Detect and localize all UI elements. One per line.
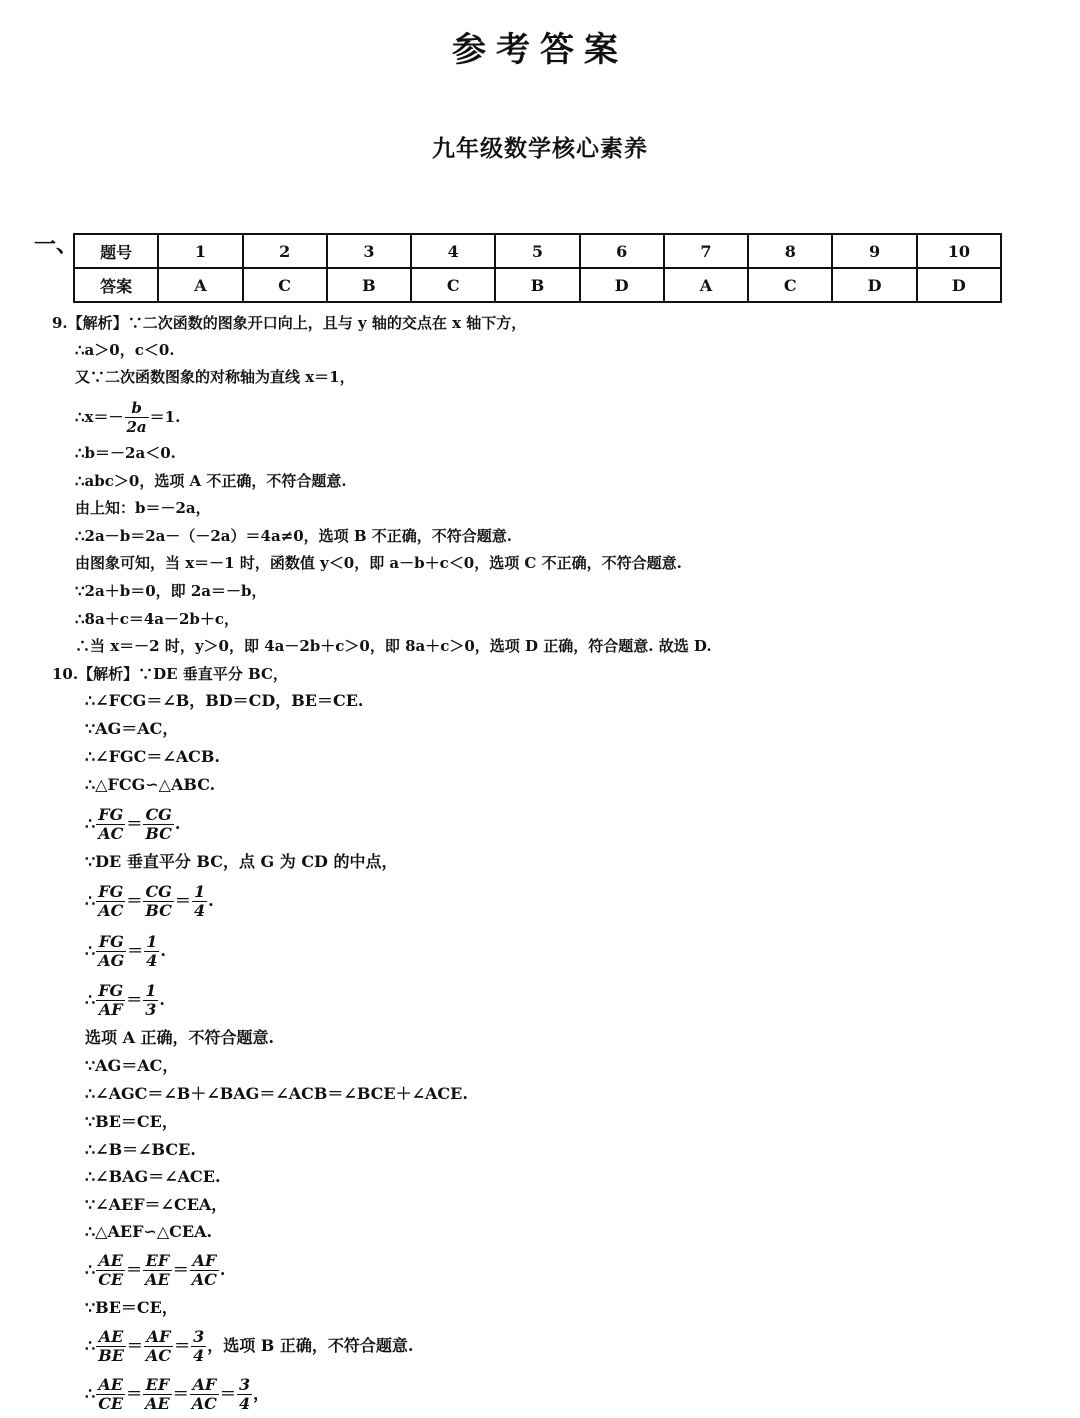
numerator: AF [144,1328,173,1347]
q10-tag: 【解析】 [78,665,139,683]
period: . [159,990,165,1009]
question-number: 6 [580,234,664,268]
answer-cell: D [580,268,664,302]
denominator: BE [98,1345,124,1365]
period: . [208,891,214,910]
denominator: CE [98,1269,124,1289]
numerator: 1 [193,881,206,901]
numerator: b [125,399,149,418]
q10-line-9 [85,931,166,971]
q10-line-4: ∴∠FGC＝∠ACB. [85,747,220,766]
q9-number: 9. [52,314,68,332]
therefore-symbol: ∴ [85,814,96,833]
period: . [219,1260,226,1279]
q10-line-3: ∵AG＝AC， [85,719,179,738]
fraction [190,1376,219,1413]
fraction [96,1252,125,1289]
equals-sign: ＝ [126,1336,143,1355]
question-number: 5 [495,234,579,268]
q10-line-21 [85,1326,413,1366]
therefore-symbol: ∴ [85,1260,96,1279]
question-number: 9 [832,234,916,268]
numerator: FG [96,933,126,952]
fraction [143,982,158,1019]
equals-sign: ＝ [126,814,143,833]
q10-line-13: ∴∠AGC＝∠B＋∠BAG＝∠ACB＝∠BCE＋∠ACE. [85,1084,468,1103]
denominator: AC [191,1269,217,1289]
comma: ， [253,1384,270,1403]
equals-sign: ＝ [126,1384,143,1403]
page-subtitle: 九年级数学核心素养 [432,135,648,162]
q9-line-3: 又∵二次函数图象的对称轴为直线 x＝1， [75,368,355,386]
q9-line-11: ∴8a＋c＝4a－2b＋c， [75,610,240,628]
row-label-number: 题号 [74,234,158,268]
q9-line-6: ∴abc＞0，选项 A 不正确，不符合题意. [75,472,347,490]
answer-cell: C [411,268,495,302]
q10-line-18: ∴△AEF∽△CEA. [85,1222,213,1241]
equals-sign: ＝ [219,1384,236,1403]
q9-tag: 【解析】 [67,314,128,332]
numerator: EF [143,1252,172,1271]
denominator: AC [191,1393,217,1413]
fraction [96,806,125,843]
q9-line-1 [52,313,526,333]
fraction [143,1376,172,1413]
question-number: 7 [664,234,748,268]
q10-text: ∵DE 垂直平分 BC， [138,665,288,683]
q10-number: 10. [52,665,79,683]
denominator: BC [145,823,172,843]
q10-line-19 [85,1250,226,1290]
q9-line-7: 由上知：b＝－2a， [75,499,211,517]
therefore-symbol: ∴ [85,941,96,960]
numerator: AF [190,1376,219,1395]
therefore-symbol: ∴ [85,990,96,1009]
answer-cell: A [158,268,242,302]
answer-table [73,233,1002,303]
question-number: 8 [748,234,832,268]
q9-line-2: ∴a＞0，c＜0. [75,341,175,359]
numerator: FG [98,980,124,1000]
question-number: 4 [411,234,495,268]
denominator: 3 [145,999,157,1019]
answer-cell: B [327,268,411,302]
equals-sign: ＝ [172,1260,189,1279]
denominator: AE [145,1393,170,1413]
period: . [174,814,181,833]
denominator: AC [98,823,124,843]
numerator: AE [96,1252,125,1271]
q10-text: ，选项 B 正确，不符合题意. [207,1336,414,1355]
q10-line-1 [52,664,288,684]
q9-text: ＝1. [149,408,181,426]
fraction [144,933,159,970]
numerator: 3 [193,1326,205,1346]
therefore-symbol: ∴ [85,891,96,910]
equals-sign: ＝ [127,941,144,960]
numerator: CG [143,883,174,902]
answer-cell: A [664,268,748,302]
denominator: AC [98,900,124,920]
q10-line-16: ∴∠BAG＝∠ACE. [85,1167,221,1186]
table-row-numbers [74,234,1001,268]
question-number: 10 [917,234,1001,268]
equals-sign: ＝ [126,891,143,910]
fraction [143,806,174,843]
denominator: BC [145,900,172,920]
denominator: AG [98,950,125,970]
numerator: AE [96,1328,126,1347]
q10-line-14: ∵BE＝CE， [85,1112,178,1131]
answer-cell: C [748,268,832,302]
equals-sign: ＝ [126,990,143,1009]
numerator: 1 [145,980,157,1000]
q10-line-5: ∴△FCG∽△ABC. [85,775,216,794]
therefore-symbol: ∴ [85,1336,96,1355]
q9-line-12: ∴当 x＝－2 时，y＞0，即 4a－2b＋c＞0，即 8a＋c＞0，选项 D 正确，符合题意. 故选 D. [75,637,712,655]
denominator: AF [98,999,123,1019]
fraction [143,883,174,920]
fraction [96,883,125,920]
q10-line-11: 选项 A 正确，不符合题意. [85,1028,275,1047]
q10-line-10 [85,980,165,1020]
q10-line-15: ∴∠B＝∠BCE. [85,1140,196,1159]
q10-line-22 [85,1374,269,1414]
equals-sign: ＝ [126,1260,143,1279]
numerator: FG [96,883,125,902]
answer-cell: D [832,268,916,302]
denominator: 4 [238,1393,251,1413]
fraction [96,1376,125,1413]
numerator: FG [96,806,125,825]
fraction [96,933,126,970]
fraction [190,1252,219,1289]
q9-text: ∵二次函数的图象开口向上，且与 y 轴的交点在 x 轴下方， [127,314,527,332]
equals-sign: ＝ [174,1336,191,1355]
denominator: 4 [146,950,158,970]
fraction [144,1328,173,1365]
fraction [237,1376,252,1413]
numerator: 1 [146,931,158,951]
q9-fraction [125,399,149,436]
numerator: AE [96,1376,125,1395]
fraction [96,982,125,1019]
question-number: 1 [158,234,242,268]
equals-sign: ＝ [174,891,191,910]
denominator: CE [98,1393,124,1413]
denominator: 4 [193,1345,205,1365]
q9-line-10: ∵2a＋b＝0，即 2a＝－b， [75,582,267,600]
denominator: 2a [126,417,147,436]
q9-line-9: 由图象可知，当 x＝－1 时，函数值 y＜0，即 a－b＋c＜0，选项 C 不正确，不符合题意. [75,554,682,572]
q9-line-4 [75,398,180,436]
question-number: 2 [243,234,327,268]
q10-line-7: ∵DE 垂直平分 BC，点 G 为 CD 的中点， [85,852,398,871]
q10-line-20: ∵BE＝CE， [85,1298,178,1317]
question-number: 3 [327,234,411,268]
q10-line-12: ∵AG＝AC， [85,1056,179,1075]
q9-line-8: ∴2a－b＝2a－（－2a）＝4a≠0，选项 B 不正确，不符合题意. [75,527,513,545]
period: . [160,941,166,960]
page-title: 参考答案 [452,30,628,70]
q10-line-6 [85,804,181,844]
q10-line-2: ∴∠FCG＝∠B，BD＝CD，BE＝CE. [85,691,364,710]
section-marker: 一、 [34,232,79,258]
q9-text: ∴x＝－ [75,408,124,426]
fraction [191,1328,206,1365]
denominator: 4 [193,900,206,920]
numerator: CG [143,806,174,825]
equals-sign: ＝ [172,1384,189,1403]
therefore-symbol: ∴ [85,1384,96,1403]
numerator: EF [143,1376,172,1395]
denominator: AC [145,1345,172,1365]
q9-line-5: ∴b＝－2a＜0. [75,444,176,462]
row-label-answer: 答案 [74,268,158,302]
numerator: AF [190,1252,219,1271]
answer-cell: B [495,268,579,302]
fraction [192,883,207,920]
answer-cell: D [917,268,1001,302]
q10-line-17: ∵∠AEF＝∠CEA， [85,1195,228,1214]
denominator: AE [145,1269,170,1289]
numerator: 3 [238,1374,251,1394]
fraction [143,1252,172,1289]
fraction [96,1328,126,1365]
table-row-answers [74,268,1001,302]
answer-cell: C [243,268,327,302]
q10-line-8 [85,881,214,921]
